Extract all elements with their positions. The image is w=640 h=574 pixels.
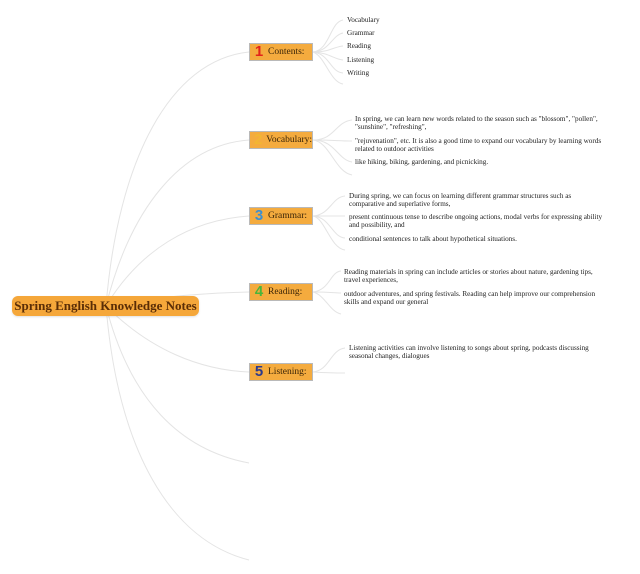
leaf-text[interactable]: like hiking, biking, gardening, and picnicking.	[355, 158, 489, 166]
leaf-listening[interactable]: Listening	[347, 56, 375, 64]
root-topic[interactable]	[12, 296, 199, 316]
leaf-text[interactable]: conditional sentences to talk about hypothetical situations.	[349, 235, 517, 243]
leaf-reading[interactable]: Reading	[347, 42, 371, 50]
number-1-icon: 1	[254, 43, 264, 60]
leaf-text[interactable]: During spring, we can focus on learning different grammar structures such as comparative and superlative forms,	[349, 192, 572, 209]
branch-grammar[interactable]	[249, 207, 313, 225]
number-5-icon: 5	[254, 363, 264, 380]
leaf-text[interactable]: outdoor adventures, and spring festivals. Reading can help improve our comprehension skills and expand our general	[344, 290, 596, 307]
branch-label: Grammar:	[268, 211, 308, 221]
number-3-icon: 3	[254, 207, 264, 224]
leaf-grammar[interactable]: Grammar	[347, 29, 375, 37]
number-4-icon: 4	[254, 283, 264, 300]
leaf-text[interactable]: "rejuvenation", etc. It is also a good time to expand our vocabulary by learning words related to outdoor activities	[355, 137, 602, 154]
branch-label: Contents:	[268, 47, 305, 57]
leaf-text[interactable]: In spring, we can learn new words related to the season such as "blossom", "pollen", "sunshine", "refreshing",	[355, 115, 598, 132]
leaf-text[interactable]: Listening activities can involve listening to songs about spring, podcasts discussing seasonal changes, dialogues	[349, 344, 589, 361]
branch-reading[interactable]	[249, 283, 313, 301]
branch-label: Reading:	[268, 287, 303, 297]
leaf-vocabulary[interactable]: Vocabulary	[347, 16, 380, 24]
branch-vocabulary[interactable]	[249, 131, 313, 149]
root-title: Spring English Knowledge Notes	[14, 298, 197, 313]
branch-label: Listening:	[268, 367, 307, 377]
branch-contents[interactable]	[249, 43, 313, 61]
leaf-text[interactable]: present continuous tense to describe ongoing actions, modal verbs for expressing ability and possibility, and	[349, 213, 603, 230]
number-2-icon: 2	[253, 131, 263, 148]
leaf-text[interactable]: Reading materials in spring can include articles or stories about nature, gardening tips, travel experiences,	[344, 268, 593, 285]
leaf-writing[interactable]: Writing	[347, 69, 370, 77]
branch-listening[interactable]	[249, 363, 313, 381]
branch-label: Vocabulary:	[266, 135, 312, 145]
